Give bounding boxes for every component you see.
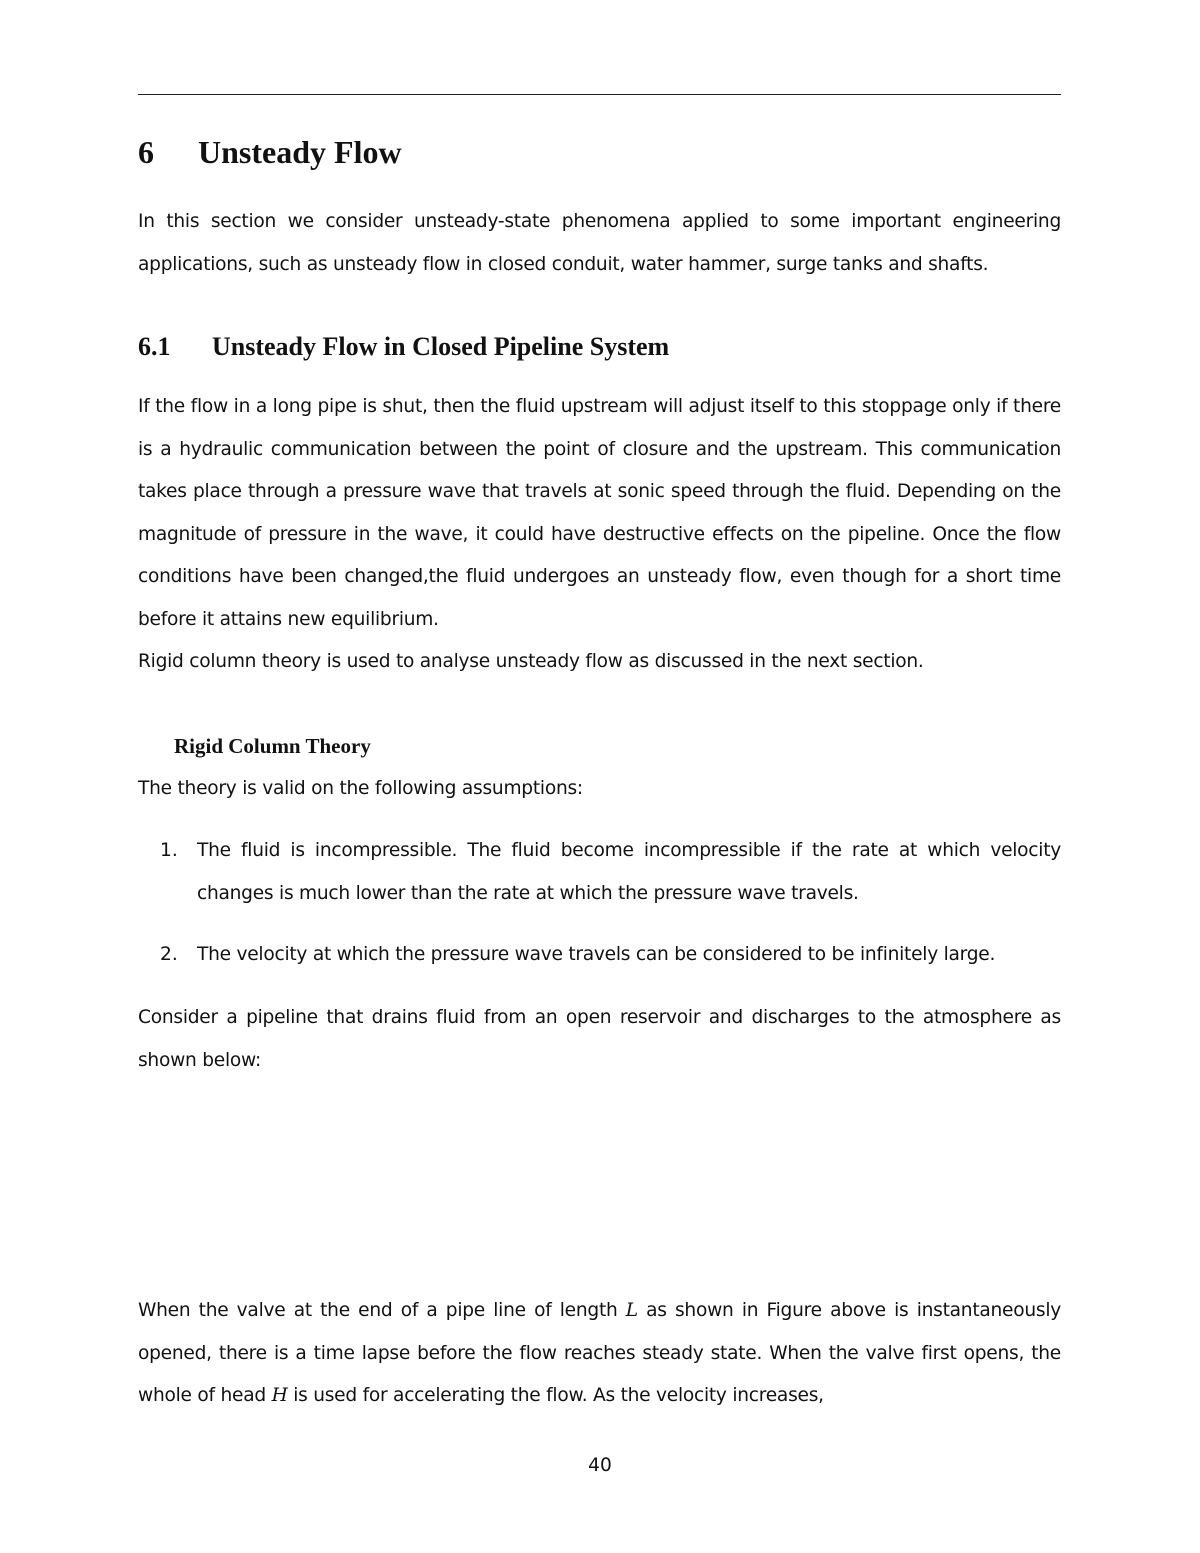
consider-pipeline-paragraph: Consider a pipeline that drains fluid from an open reservoir and discharges to the atmosphere as shown below: [138, 1007, 1061, 1071]
length-variable: L [625, 1300, 638, 1321]
subsection-number: 6.1 [138, 332, 171, 361]
section-title-text: Unsteady Flow [198, 134, 402, 170]
section-title [138, 130, 402, 174]
subsection-title [138, 328, 669, 366]
list-item-label: 1. [160, 840, 178, 861]
page-number: 40 [588, 1455, 612, 1476]
valve-paragraph [138, 1290, 1061, 1418]
valve-text-3: is used for accelerating the flow. As the velocity increases, [287, 1385, 824, 1407]
closed-pipeline-paragraph: If the flow in a long pipe is shut, then the fluid upstream will adjust itself to this stoppage only if there is a hydraulic communication between the point of closure and the upstream. This communication takes place through a pressure wave that travels at sonic speed through the fluid. Depending on the magnitude of pressure in the wave, it could have destructive effects on the pipeline. Once the flow conditions have been changed,the fluid undergoes an unsteady flow, even though for a short time before it attains new equilibrium. [138, 396, 1061, 630]
section-intro-paragraph: In this section we consider unsteady-state phenomena applied to some important engineering applications, such as unsteady flow in closed conduit, water hammer, surge tanks and shafts. [138, 211, 1061, 275]
header-rule [138, 94, 1061, 95]
list-item-label: 2. [160, 944, 178, 965]
rigid-column-intro-paragraph: Rigid column theory is used to analyse unsteady flow as discussed in the next section. [138, 651, 924, 672]
rigid-column-heading: Rigid Column Theory [174, 734, 371, 758]
subsection-title-text: Unsteady Flow in Closed Pipeline System [212, 332, 670, 361]
valve-text-1: When the valve at the end of a pipe line of length [138, 1300, 626, 1321]
list-item-text: The velocity at which the pressure wave travels can be considered to be infinitely large. [197, 944, 996, 965]
list-item-text: The fluid is incompressible. The fluid become incompressible if the rate at which velocity changes is much lower than the rate at which the pressure wave travels. [197, 840, 1061, 904]
head-variable: H [271, 1385, 288, 1407]
valve-text-2: as shown in Figure above is instantaneously opened, there is a time lapse before the flow reaches steady state. When the valve first opens, the whole of head [138, 1300, 1061, 1407]
assumptions-lead: The theory is valid on the following assumptions: [138, 778, 583, 799]
section-number: 6 [138, 134, 154, 170]
figure-placeholder [138, 1085, 1061, 1285]
